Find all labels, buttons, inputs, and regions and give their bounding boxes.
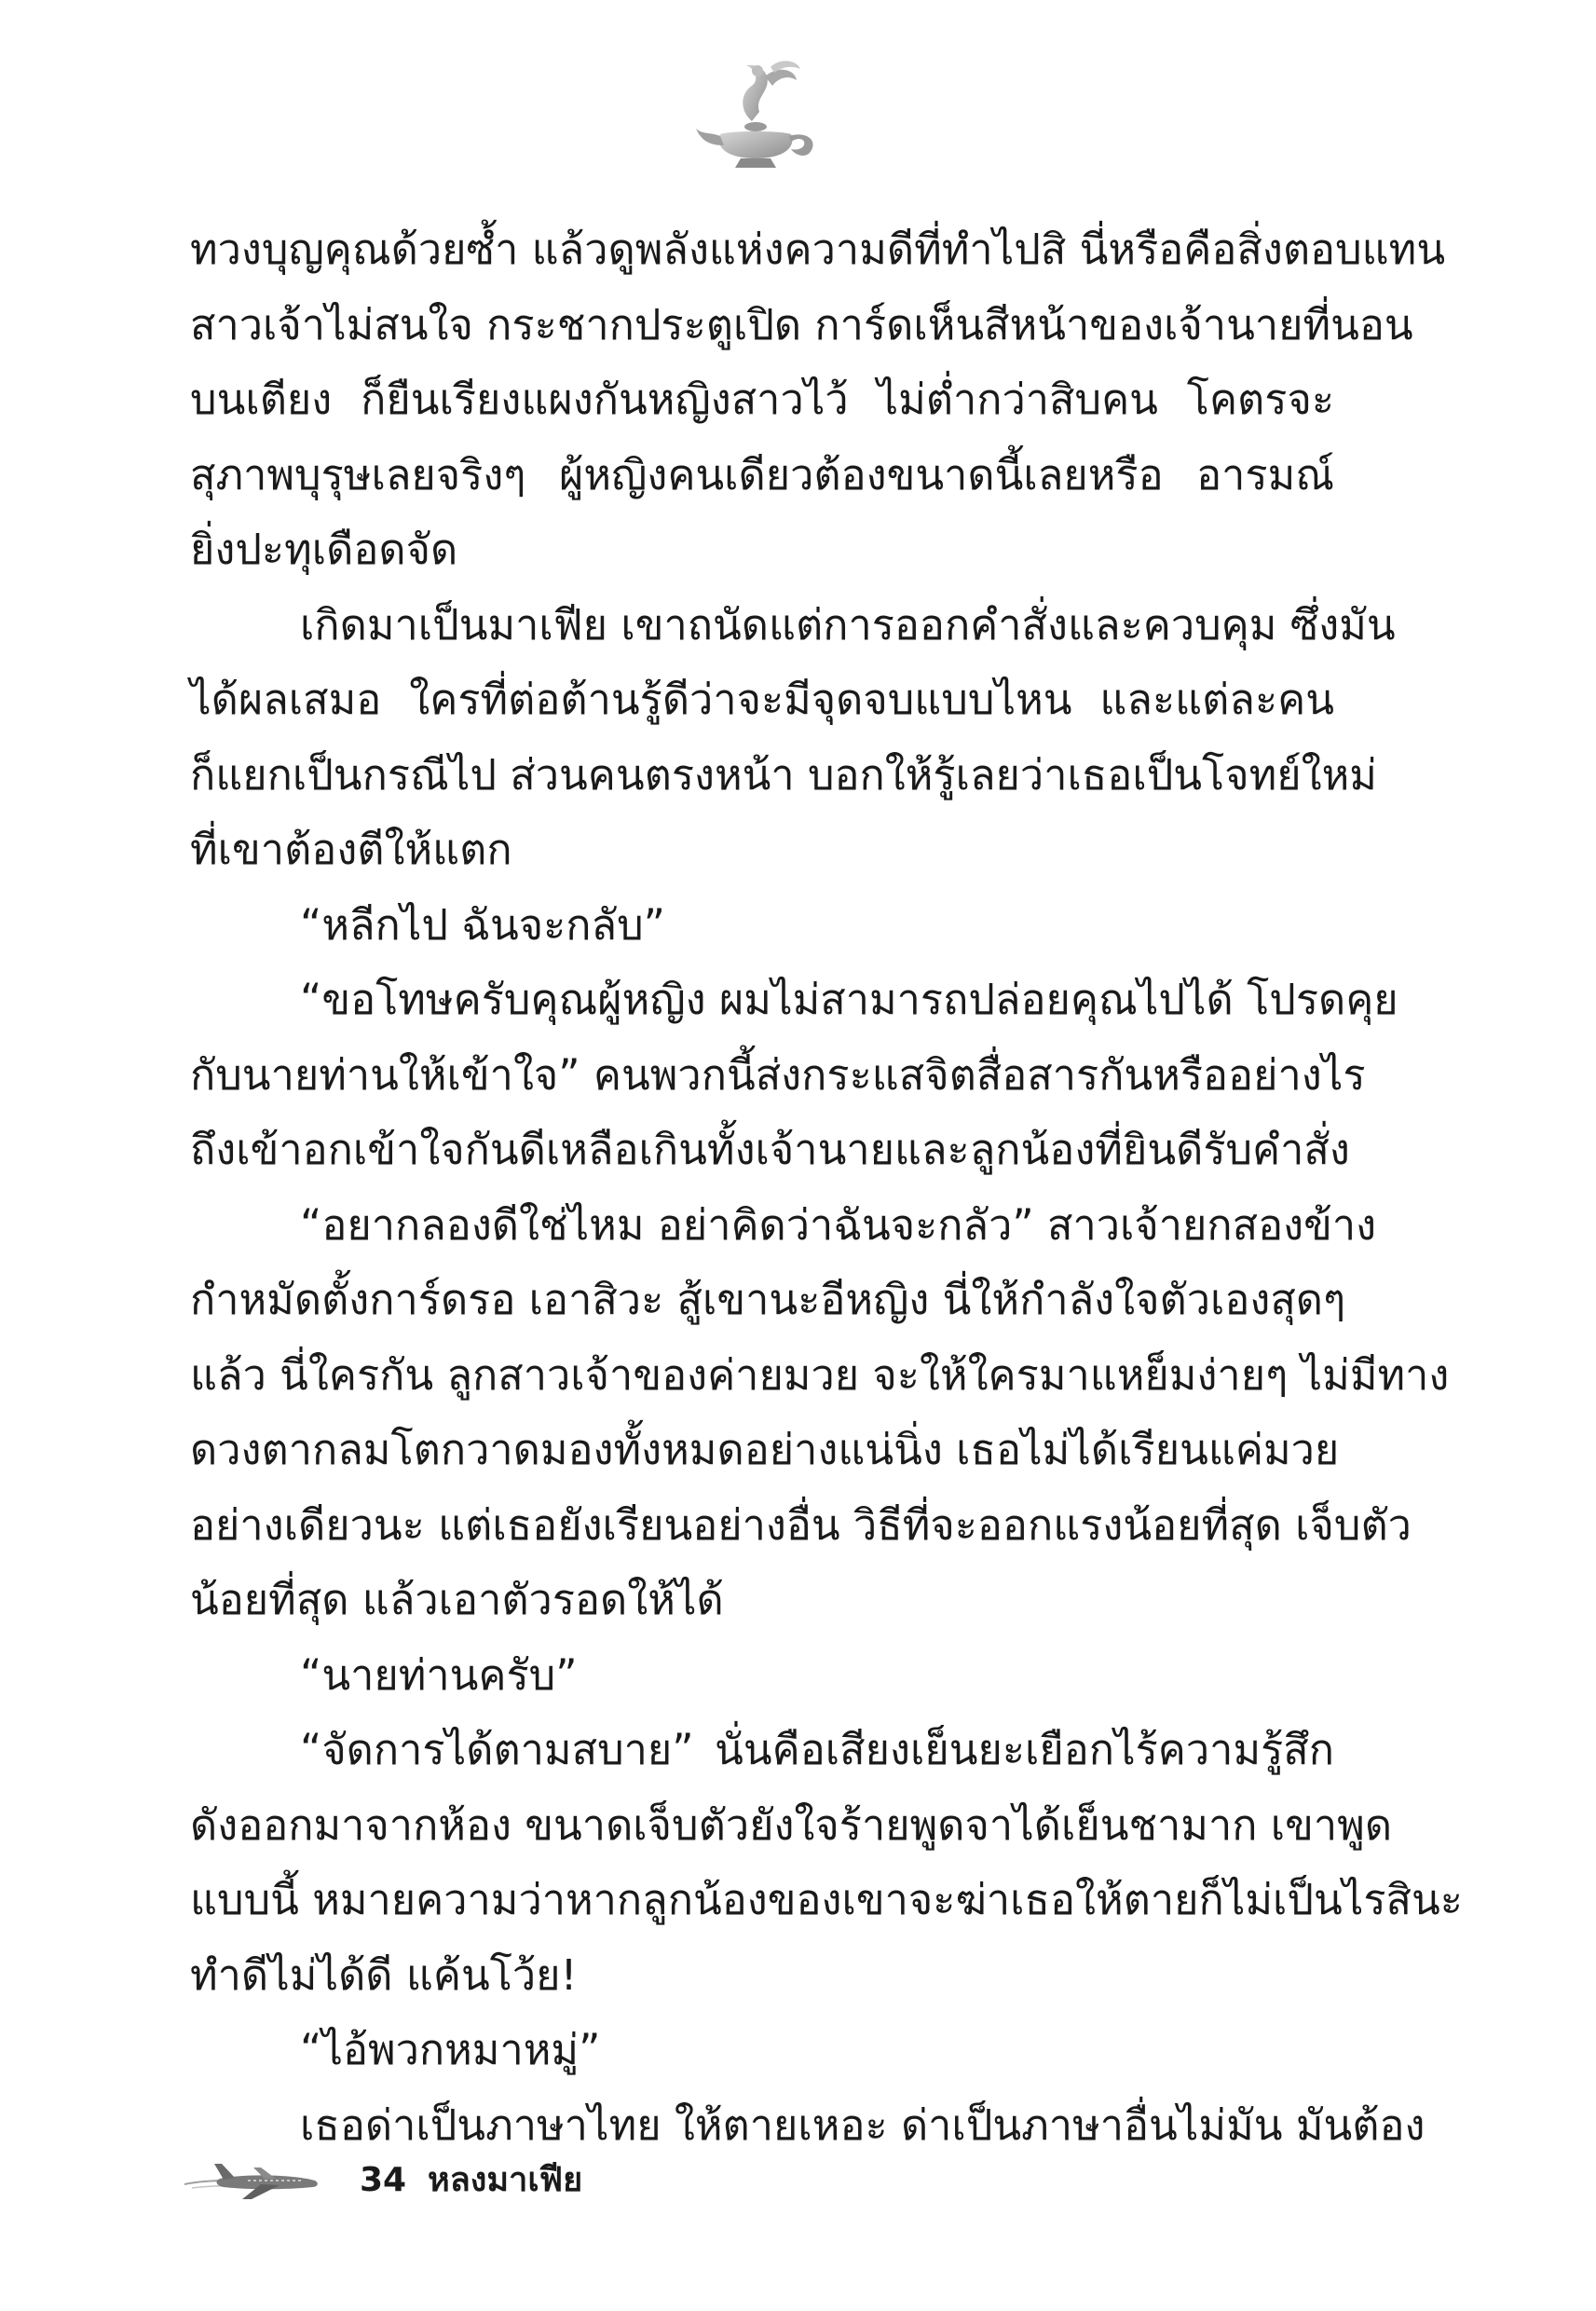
text-line: “อยากลองดีใช่ไหม อย่าคิดว่าฉันจะกลัว” สาวเจ้ายกสองข้าง [300, 1199, 1377, 1250]
text-line: ยิ่งปะทุเดือดจัด [190, 525, 458, 574]
text-line: บนเตียง ก็ยืนเรียงแผงกันหญิงสาวไว้ ไม่ต่ำกว่าสิบคน โคตรจะ [190, 375, 1334, 424]
page-footer [183, 2154, 835, 2210]
text-line: สุภาพบุรุษเลยจริงๆ ผู้หญิงคนเดียวต้องขนาดนี้เลยหรือ อารมณ์ [190, 449, 1334, 499]
text-line: “นายท่านครับ” [300, 1649, 578, 1700]
text-line: ทวงบุญคุณด้วยซ้ำ แล้วดูพลังแห่งความดีที่ทำไปสิ นี่หรือคือสิ่งตอบแทน [190, 225, 1446, 274]
text-line: ก็แยกเป็นกรณีไป ส่วนคนตรงหน้า บอกให้รู้เลยว่าเธอเป็นโจทย์ใหม่ [190, 749, 1377, 800]
text-line: กำหมัดตั้งการ์ดรอ เอาสิวะ สู้เขานะอีหญิง นี่ให้กำลังใจตัวเองสุดๆ [190, 1275, 1346, 1324]
text-line: น้อยที่สุด แล้วเอาตัวรอดให้ได้ [190, 1575, 724, 1624]
text-line: เกิดมาเป็นมาเฟีย เขาถนัดแต่การออกคำสั่งและควบคุม ซึ่งมัน [300, 599, 1396, 650]
text-line: เธอด่าเป็นภาษาไทย ให้ตายเหอะ ด่าเป็นภาษาอื่นไม่มัน มันต้อง [300, 2099, 1425, 2150]
airplane-icon [183, 2156, 322, 2203]
text-line: ถึงเข้าอกเข้าใจกันดีเหลือเกินทั้งเจ้านายและลูกน้องที่ยินดีรับคำสั่ง [190, 1125, 1350, 1174]
book-title: หลงมาเฟีย [428, 2161, 583, 2199]
text-line: แบบนี้ หมายความว่าหากลูกน้องของเขาจะฆ่าเธอให้ตายก็ไม่เป็นไรสินะ [190, 1875, 1463, 1924]
text-line: กับนายท่านให้เข้าใจ” คนพวกนี้ส่งกระแสจิตสื่อสารกันหรืออย่างไร [190, 1049, 1366, 1100]
text-line: ที่เขาต้องตีให้แตก [190, 825, 512, 874]
body-text [190, 212, 1463, 2150]
text-line: “ขอโทษครับคุณผู้หญิง ผมไม่สามารถปล่อยคุณไปได้ โปรดคุย [300, 975, 1398, 1024]
genie-lamp-icon [694, 56, 825, 172]
text-line: ทำดีไม่ได้ดี แค้นโว้ย! [190, 1949, 578, 2000]
page-number: 34 [360, 2161, 407, 2199]
text-line: อย่างเดียวนะ แต่เธอยังเรียนอย่างอื่น วิธีที่จะออกแรงน้อยที่สุด เจ็บตัว [190, 1499, 1412, 1550]
text-line: “จัดการได้ตามสบาย” นั่นคือเสียงเย็นยะเยือกไร้ความรู้สึก [300, 1725, 1334, 1774]
text-line: ดังออกมาจากห้อง ขนาดเจ็บตัวยังใจร้ายพูดจาได้เย็นชามาก เขาพูด [190, 1799, 1393, 1850]
text-line: สาวเจ้าไม่สนใจ กระชากประตูเปิด การ์ดเห็นสีหน้าของเจ้านายที่นอน [190, 299, 1413, 349]
text-line: “ไอ้พวกหมาหมู่” [300, 2025, 601, 2074]
text-line: ได้ผลเสมอ ใครที่ต่อต้านรู้ดีว่าจะมีจุดจบแบบไหน และแต่ละคน [190, 675, 1334, 724]
text-line: “หลีกไป ฉันจะกลับ” [300, 899, 665, 950]
text-line: ดวงตากลมโตกวาดมองทั้งหมดอย่างแน่นิ่ง เธอไม่ได้เรียนแค่มวย [190, 1425, 1340, 1474]
text-line: แล้ว นี่ใครกัน ลูกสาวเจ้าของค่ายมวย จะให้ใครมาแหย็มง่ายๆ ไม่มีทาง [190, 1349, 1450, 1400]
